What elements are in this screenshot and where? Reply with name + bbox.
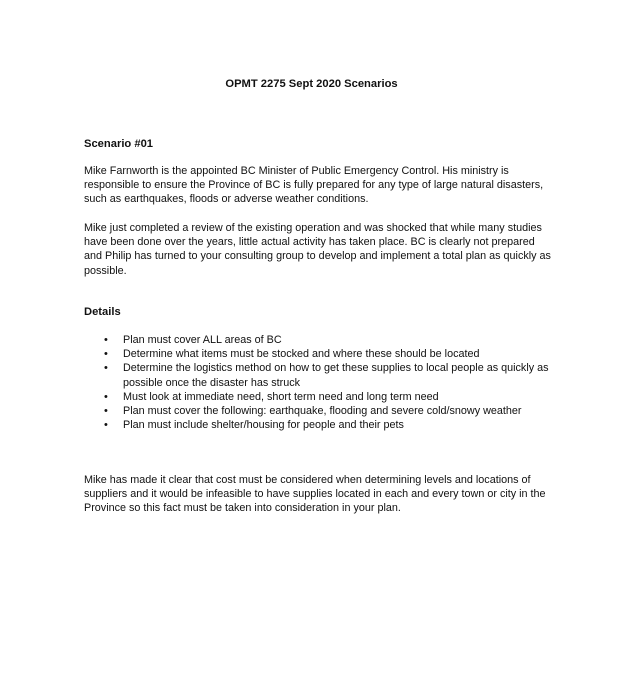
- review-paragraph: Mike just completed a review of the existing operation and was shocked that while many studies have been done over the years, little actual activity has taken place. BC is clearly not prepared and Philip has turned to your consulting group to develop and implement a total plan as quickly as possible.: [84, 222, 551, 277]
- details-list-item: [84, 347, 554, 361]
- document-title: OPMT 2275 Sept 2020 Scenarios: [225, 78, 398, 90]
- details-list: [84, 333, 554, 432]
- details-list-item: [84, 418, 554, 432]
- details-heading: Details: [84, 306, 121, 318]
- scenario-heading: Scenario #01: [84, 138, 154, 150]
- details-list-item: [84, 390, 554, 404]
- closing-paragraph: Mike has made it clear that cost must be considered when determining levels and locations of suppliers and it would be infeasible to have supplies located in each and every town or city in the Province so this fact must be taken into consideration in your plan.: [84, 474, 546, 515]
- details-item-text: Plan must include shelter/housing for people and their pets: [123, 419, 404, 432]
- details-item-text: Plan must cover ALL areas of BC: [123, 334, 282, 346]
- intro-paragraph: Mike Farnworth is the appointed BC Minister of Public Emergency Control. His ministry is responsible to ensure the Province of BC is fully prepared for any type of large natural disasters, such as earthquakes, floods or adverse weather conditions.: [84, 165, 544, 206]
- details-item-text: Must look at immediate need, short term need and long term need: [123, 390, 439, 403]
- details-list-item: [84, 404, 554, 418]
- details-list-item: [84, 333, 554, 347]
- bullet-icon: •: [104, 419, 108, 432]
- bullet-icon: •: [104, 405, 108, 418]
- details-item-text: Plan must cover the following: earthquake, flooding and severe cold/snowy weather: [123, 405, 522, 418]
- details-item-text: Determine the logistics method on how to get these supplies to local people as quickly as possible once the disaster has struck: [123, 362, 549, 389]
- bullet-icon: •: [104, 348, 108, 361]
- bullet-icon: •: [104, 390, 108, 403]
- details-item-text: Determine what items must be stocked and where these should be located: [123, 348, 480, 361]
- bullet-icon: •: [104, 362, 108, 375]
- bullet-icon: •: [104, 334, 108, 346]
- details-list-item: [84, 361, 554, 389]
